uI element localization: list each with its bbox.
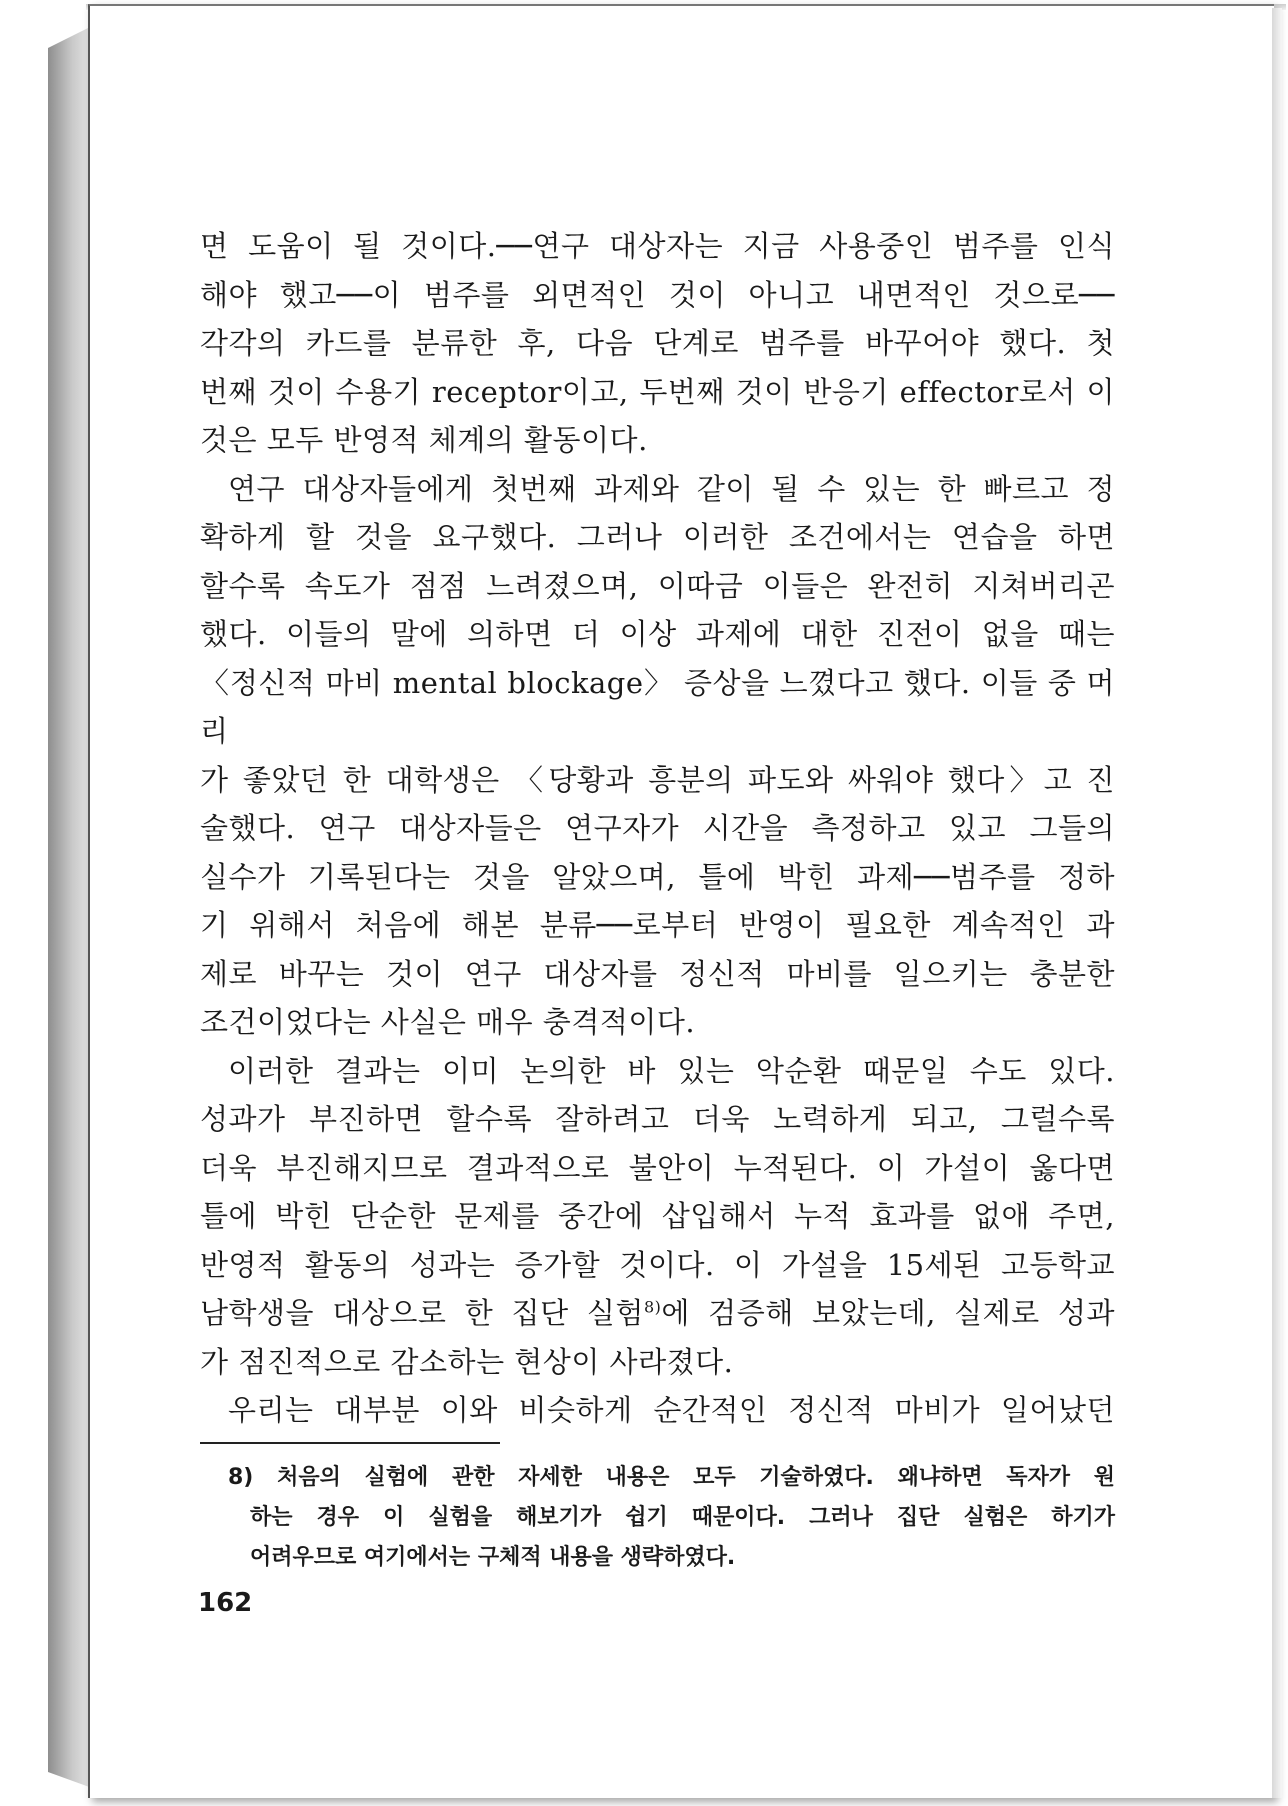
text-line: 제로 바꾸는 것이 연구 대상자를 정신적 마비를 일으키는 충분한 [200, 956, 1115, 991]
footnote-line [228, 1458, 1115, 1498]
text-fragment: 남학생을 대상으로 한 집단 실험 [200, 1296, 644, 1330]
text-fragment: 에 검증해 보았는데, 실제로 성과 [661, 1296, 1116, 1330]
text-line: 확하게 할 것을 요구했다. 그러나 이러한 조건에서는 연습을 하면 [200, 520, 1115, 554]
text-line: 할수록 속도가 점점 느려졌으며, 이따금 이들은 완전히 지쳐버리곤 [200, 568, 1115, 603]
text-line: 해야 했고──이 범주를 외면적인 것이 아니고 내면적인 것으로── [200, 277, 1115, 312]
text-line: 반영적 활동의 성과는 증가할 것이다. 이 가설을 15세된 고등학교 [200, 1247, 1115, 1282]
footnote-divider [200, 1442, 500, 1444]
text-line: 술했다. 연구 대상자들은 연구자가 시간을 측정하고 있고 그들의 [200, 811, 1115, 845]
footnote-line: 어려우므로 여기에서는 구체적 내용을 생략하였다. [250, 1545, 736, 1570]
text-line: 틀에 박힌 단순한 문제를 중간에 삽입해서 누적 효과를 없애 주면, [200, 1199, 1115, 1233]
text-line: 실수가 기록된다는 것을 알았으며, 틀에 박힌 과제──범주를 정하 [200, 859, 1115, 894]
footnote-text: 처음의 실험에 관한 자세한 내용은 모두 기술하였다. 왜냐하면 독자가 원 [277, 1465, 1115, 1490]
paragraph-3 [200, 1047, 1115, 1387]
page-right-edge [1272, 8, 1282, 1798]
text-line: 것은 모두 반영적 체계의 활동이다. [200, 423, 648, 457]
text-line: 했다. 이들의 말에 의하면 더 이상 과제에 대한 진전이 없을 때는 [200, 617, 1115, 651]
book-spine [48, 28, 92, 1788]
footnote-ref[interactable]: 8) [643, 1297, 662, 1317]
text-line: 기 위해서 처음에 해본 분류──로부터 반영이 필요한 계속적인 과 [200, 908, 1115, 942]
text-line: 성과가 부진하면 할수록 잘하려고 더욱 노력하게 되고, 그럴수록 [200, 1102, 1115, 1136]
text-line: 연구 대상자들에게 첫번째 과제와 같이 될 수 있는 한 빠르고 정 [228, 471, 1115, 506]
paragraph-1 [200, 222, 1115, 465]
page-number: 162 [198, 1588, 253, 1618]
text-line: 더욱 부진해지므로 결과적으로 불안이 누적된다. 이 가설이 옳다면 [200, 1150, 1115, 1185]
text-line: 조건이었다는 사실은 매우 충격적이다. [200, 1005, 696, 1039]
text-line: 이러한 결과는 이미 논의한 바 있는 악순환 때문일 수도 있다. [228, 1053, 1115, 1088]
footnote [228, 1458, 1115, 1578]
footnote-marker: 8) [228, 1465, 254, 1490]
text-line: 번째 것이 수용기 receptor이고, 두번째 것이 반응기 effector로서 이 [200, 374, 1115, 409]
text-line: 가 좋았던 한 대학생은 〈당황과 흥분의 파도와 싸워야 했다〉고 진 [200, 762, 1115, 797]
body-text [200, 222, 1115, 1435]
text-line [200, 1289, 1115, 1338]
paragraph-2 [200, 465, 1115, 1047]
text-line: 가 점진적으로 감소하는 현상이 사라졌다. [200, 1344, 734, 1379]
footnote-line: 하는 경우 이 실험을 해보기가 쉽기 때문이다. 그러나 집단 실험은 하기가 [250, 1505, 1115, 1530]
paragraph-4 [200, 1386, 1115, 1435]
text-line: 〈정신적 마비 mental blockage〉 증상을 느꼈다고 했다. 이들 중 머리 [200, 665, 1115, 748]
text-line: 면 도움이 될 것이다.──연구 대상자는 지금 사용중인 범주를 인식 [200, 229, 1115, 263]
text-line: 각각의 카드를 분류한 후, 다음 단계로 범주를 바꾸어야 했다. 첫 [200, 326, 1115, 360]
text-line: 우리는 대부분 이와 비슷하게 순간적인 정신적 마비가 일어났던 [228, 1393, 1115, 1427]
